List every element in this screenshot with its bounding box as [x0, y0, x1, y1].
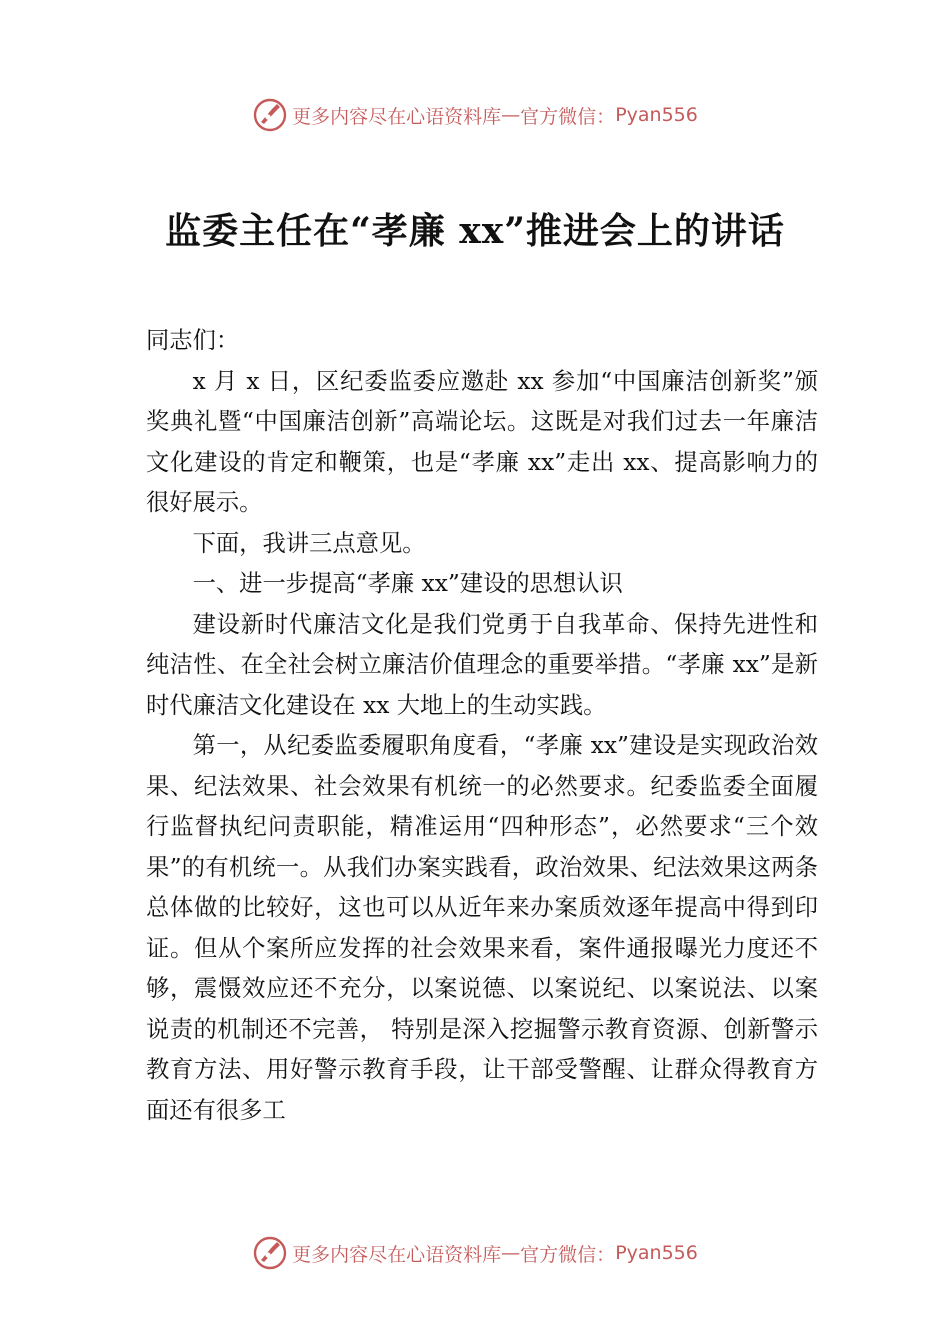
- footer-watermark: [0, 1233, 950, 1273]
- banner-wechat-label: 官方微信：: [520, 1243, 616, 1266]
- paragraph: 下面，我讲三点意见。: [192, 529, 426, 557]
- paragraph: 建设新时代廉洁文化是我们党勇于自我革命、保持先进性和纯洁性、在全社会树立廉洁价值理念的重要举措。“孝廉 xx”是新时代廉洁文化建设在 xx 大地上的生动实践。: [146, 610, 818, 719]
- banner-wechat-id: Pyan556: [615, 1242, 698, 1264]
- banner-brand-text: 更多内容尽在心语资料库: [292, 105, 502, 128]
- paragraph: 第一，从纪委监委履职角度看，“孝廉 xx”建设是实现政治效果、纪法效果、社会效果有机统一的必然要求。纪委监委全面履行监督执纪问责职能，精准运用“四种形态”，必然要求“三个效果”的有机统一。从我们办案实践看，政治效果、纪法效果这两条总体做的比较好，这也可以从近年来办案质效逐年提高中得到印证。但从个案所应发挥的社会效果来看，案件通报曝光力度还不够，震慑效应还不充分，以案说德、以案说纪、以案说法、以案说责的机制还不完善， 特别是深入挖掘警示教育资源、创新警示教育方法、用好警示教育手段，让干部受警醒、让群众得教育方面还有很多工: [146, 732, 818, 1124]
- section-heading: 一、进一步提高“孝廉 xx”建设的思想认识: [192, 570, 623, 597]
- document-body: [146, 321, 818, 1131]
- document-title: 监委主任在“孝廉 xx”推进会上的讲话: [165, 210, 785, 252]
- banner-dash: —: [501, 1242, 521, 1264]
- banner-dash: —: [501, 104, 521, 126]
- banner-wechat-id: Pyan556: [615, 104, 698, 126]
- banner-wechat-label: 官方微信：: [520, 105, 616, 128]
- paragraph: x 月 x 日，区纪委监委应邀赴 xx 参加“中国廉洁创新奖”颁奖典礼暨“中国廉洁创新”高端论坛。这既是对我们过去一年廉洁文化建设的肯定和鞭策，也是“孝廉 xx”走出 xx、提高影响力的很好展示。: [146, 367, 818, 516]
- banner-brand-text: 更多内容尽在心语资料库: [292, 1243, 502, 1266]
- pen-logo-icon: [252, 97, 288, 133]
- pen-logo-icon: [252, 1235, 288, 1271]
- header-watermark: [0, 95, 950, 135]
- salutation: 同志们：: [146, 327, 240, 354]
